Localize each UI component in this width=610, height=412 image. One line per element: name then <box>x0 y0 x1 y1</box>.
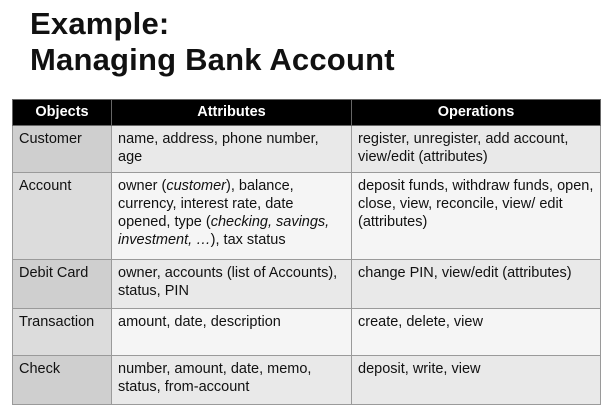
header-operations: Operations <box>352 100 601 126</box>
operations-cell: create, delete, view <box>352 309 601 356</box>
object-cell: Transaction <box>13 309 112 356</box>
object-cell: Debit Card <box>13 260 112 309</box>
table-header-row <box>13 100 601 126</box>
objects-table <box>12 99 601 405</box>
attributes-cell: owner, accounts (list of Accounts), status, PIN <box>112 260 352 309</box>
title-line-1: Example: <box>30 6 170 41</box>
operations-cell: deposit funds, withdraw funds, open, close, view, reconcile, view/ edit (attributes) <box>352 173 601 260</box>
attr-text: ), balance, currency, interest rate, date opened, type ( <box>118 178 294 230</box>
table-row <box>13 260 601 309</box>
operations-cell: change PIN, view/edit (attributes) <box>352 260 601 309</box>
attributes-cell <box>112 173 352 260</box>
operations-cell: deposit, write, view <box>352 356 601 405</box>
object-cell: Check <box>13 356 112 405</box>
title-line-2: Managing Bank Account <box>30 42 395 77</box>
attr-text: ), tax status <box>210 232 286 248</box>
header-attributes: Attributes <box>112 100 352 126</box>
table-row <box>13 356 601 405</box>
attr-italic: customer <box>166 178 226 194</box>
attr-italic: checking, savings, investment, … <box>118 214 330 248</box>
attributes-cell: name, address, phone number, age <box>112 126 352 173</box>
slide-title <box>30 6 395 78</box>
attributes-cell: number, amount, date, memo, status, from-account <box>112 356 352 405</box>
header-objects: Objects <box>13 100 112 126</box>
object-cell: Account <box>13 173 112 260</box>
attr-text: owner ( <box>118 178 167 194</box>
table-row <box>13 126 601 173</box>
attributes-cell: amount, date, description <box>112 309 352 356</box>
table-row <box>13 309 601 356</box>
table-row <box>13 173 601 260</box>
object-cell: Customer <box>13 126 112 173</box>
operations-cell: register, unregister, add account, view/edit (attributes) <box>352 126 601 173</box>
